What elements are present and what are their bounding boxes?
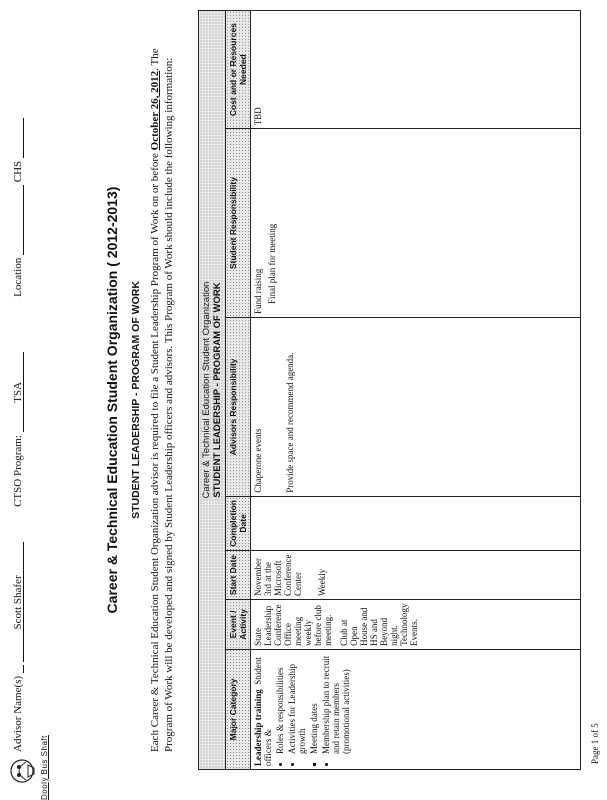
student-task: Final plan for meeting xyxy=(267,223,277,305)
col-major-category: Major Category xyxy=(226,649,251,769)
page-number: Page 1 of 5 xyxy=(590,723,600,764)
intro-text-2: . The Program of Work will be developed and signed by Student Leadership officers and advisors. This Program of Work should include the following information: xyxy=(149,48,175,752)
cell-cost-resources: TBD xyxy=(251,11,581,129)
table-row xyxy=(251,11,581,770)
ctso-value: TSA xyxy=(12,352,24,432)
cell-event-activity xyxy=(251,599,581,649)
list-item: ▪ Meeting dates xyxy=(309,653,319,754)
student-task: Fund raising xyxy=(253,268,263,315)
location-value: CHS xyxy=(12,160,24,183)
list-item: • Membership plan to recruit and retain members (promotional activities) xyxy=(321,653,351,754)
ctso-label: CTSO Program: xyxy=(12,435,24,507)
cell-advisors-responsibility xyxy=(251,318,581,497)
intro-text-1: Each Career & Technical Education Student Organization advisor is required to file a Student Leadership Program of Work on or before xyxy=(149,150,161,752)
event-text-2: Club at Open House and HS and Beyond night. Technology Events. xyxy=(339,603,419,646)
start-text-2: Weekly xyxy=(317,568,327,596)
col-advisors-responsibility: Advisors Responsibility xyxy=(226,318,251,497)
cell-start-date xyxy=(251,551,581,600)
advisor-label: Advisor Name(s) xyxy=(12,675,24,752)
category-lead: Leadership training xyxy=(253,689,263,766)
cell-completion-date xyxy=(251,496,581,550)
document-subtitle: STUDENT LEADERSHIP - PROGRAM OF WORK xyxy=(130,281,142,519)
header-fields xyxy=(12,118,24,752)
col-event-activity: Event / Activity xyxy=(226,599,251,649)
list-item: • Activities for Leadership growth xyxy=(287,653,307,754)
advisor-name: Scott Shafer xyxy=(12,542,24,662)
category-bullets xyxy=(275,653,351,766)
advisor-task: Chaperone events xyxy=(253,428,263,493)
school-logo xyxy=(4,748,44,794)
document-title: Career & Technical Education Student Organization ( 2012-2013) xyxy=(104,186,120,614)
col-start-date: Start Date xyxy=(226,551,251,600)
program-of-work-table xyxy=(198,10,581,770)
table-caption xyxy=(199,11,226,770)
deadline-date: October 26, 2012 xyxy=(149,70,161,151)
caption-line-1: Career & Technical Education Student Organization xyxy=(201,281,212,499)
intro-paragraph xyxy=(148,22,176,752)
col-cost-resources: Cost and or Resources Needed xyxy=(226,11,251,129)
event-text-1: State Leadership Conference Office meeting weekly before club meeting. xyxy=(253,604,333,646)
category-rest: Student officers & xyxy=(253,657,273,766)
advisor-task: Provide space and recommend agenda. xyxy=(285,352,295,493)
list-item: • Roles & responsibilities xyxy=(275,653,285,754)
start-text-1: November 3rd at the Microsoft Conference Center xyxy=(253,554,303,596)
caption-line-2: STUDENT LEADERSHIP - PROGRAM OF WORK xyxy=(212,282,223,498)
cell-major-category xyxy=(251,649,581,769)
location-label: Location xyxy=(12,257,24,297)
col-student-responsibility: Student Responsibility xyxy=(226,129,251,318)
cell-student-responsibility xyxy=(251,129,581,318)
logo-caption: Dooly Bus Shaft xyxy=(40,735,49,800)
col-completion-date: Completion Date xyxy=(226,496,251,550)
